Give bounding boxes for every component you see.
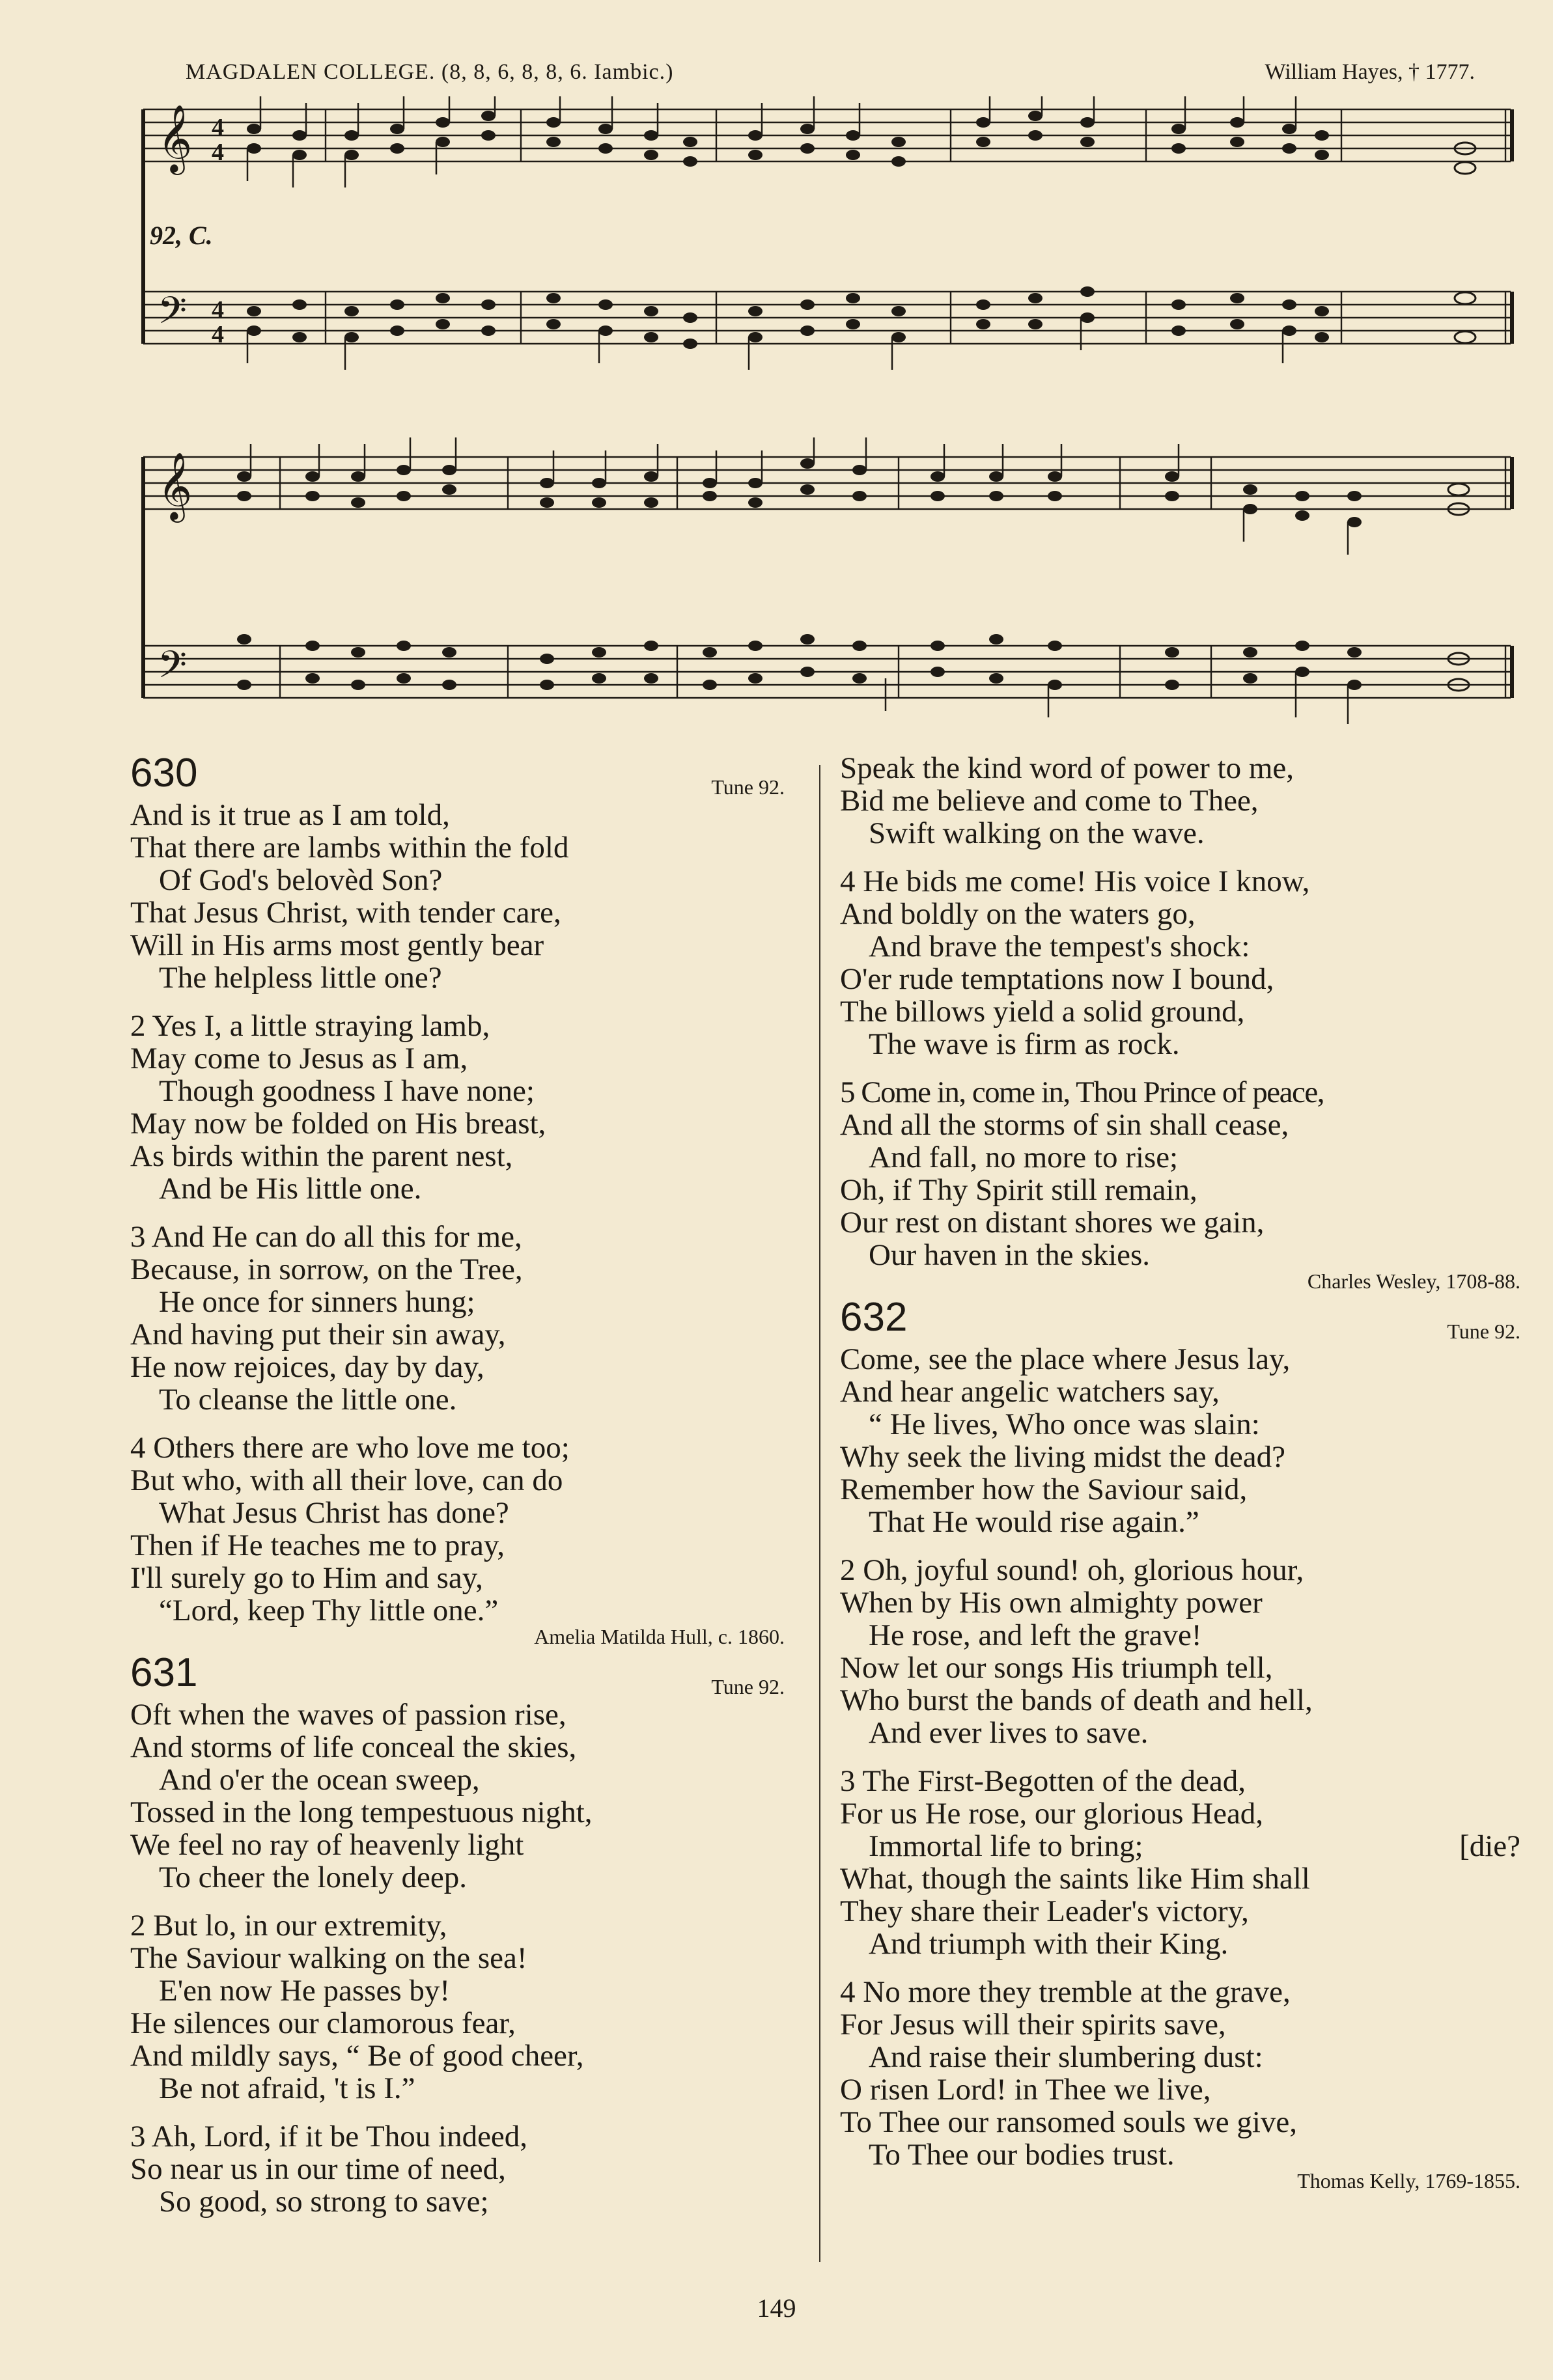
hymn-630-stanza-2 [130, 1010, 785, 1205]
hymn-632-header [840, 1296, 1520, 1343]
verse-line: To Thee our bodies trust. [869, 2138, 1175, 2172]
svg-text:4: 4 [212, 321, 224, 348]
verse-line: And hear angelic watchers say, [840, 1375, 1220, 1409]
verse-line: Of God's belovèd Son? [159, 863, 443, 897]
verse-line: 4 He bids me come! His voice I know, [840, 865, 1310, 898]
page-header [0, 60, 1553, 99]
hymn-631-header [130, 1652, 785, 1698]
verse-line: They share their Leader's victory, [840, 1894, 1249, 1928]
svg-text:𝄞: 𝄞 [158, 104, 193, 173]
verse-line: Oft when the waves of passion rise, [130, 1698, 567, 1732]
svg-text:4: 4 [212, 114, 224, 141]
verse-line: Remember how the Saviour said, [840, 1473, 1248, 1506]
verse-line: And o'er the ocean sweep, [159, 1763, 480, 1797]
hymn-632-number: 632 [840, 1295, 908, 1340]
verse-line: 2 Yes I, a little straying lamb, [130, 1009, 490, 1043]
svg-text:𝄢: 𝄢 [158, 288, 188, 342]
verse-line: Come, see the place where Jesus lay, [840, 1342, 1291, 1376]
verse-line-carry: [die? [1459, 1829, 1520, 1863]
verse-line: And all the storms of sin shall cease, [840, 1108, 1289, 1142]
verse-line: He rose, and left the grave! [869, 1618, 1202, 1652]
verse-line: The billows yield a solid ground, [840, 995, 1245, 1029]
verse-line: We feel no ray of heavenly light [130, 1828, 524, 1862]
verse-line: 4 Others there are who love me too; [130, 1431, 570, 1465]
verse-line: 2 But lo, in our extremity, [130, 1909, 447, 1943]
verse-line: Who burst the bands of death and hell, [840, 1683, 1313, 1717]
right-column [840, 752, 1520, 2196]
verse-line: The Saviour walking on the sea! [130, 1941, 527, 1975]
verse-line: The wave is firm as rock. [869, 1027, 1180, 1061]
hymn-632-stanza-1 [840, 1343, 1520, 1538]
hymn-630-author: Amelia Matilda Hull, c. 1860. [534, 1625, 785, 1648]
tune-composer: William Hayes, † 1777. [1265, 60, 1475, 84]
hymn-632-stanza-2 [840, 1554, 1520, 1749]
verse-line: And triumph with their King. [869, 1927, 1229, 1961]
verse-line: When by His own almighty power [840, 1586, 1263, 1620]
hymn-630-stanza-4 [130, 1432, 785, 1627]
verse-line: To cheer the lonely deep. [159, 1861, 468, 1894]
verse-line: E'en now He passes by! [159, 1974, 451, 2008]
svg-text:𝄢: 𝄢 [158, 643, 188, 696]
verse-line: As birds within the parent nest, [130, 1139, 513, 1173]
verse-line: That Jesus Christ, with tender care, [130, 896, 561, 930]
verse-line: He once for sinners hung; [159, 1285, 475, 1319]
hymn-631-stanza-2 [130, 1909, 785, 2105]
tune-meter: (8, 8, 6, 8, 8, 6. Iambic.) [441, 60, 674, 84]
verse-line: And is it true as I am told, [130, 798, 450, 832]
hymn-632-stanza-4 [840, 1976, 1520, 2171]
verse-line: He now rejoices, day by day, [130, 1350, 484, 1384]
music-staves-2 [130, 437, 1517, 737]
verse-line: “ He lives, Who once was slain: [869, 1407, 1260, 1441]
verse-line: Be not afraid, 't is I.” [159, 2071, 415, 2105]
hymn-632-stanza-3 [840, 1765, 1520, 1960]
music-score-system-1 [130, 96, 1517, 389]
verse-line: And having put their sin away, [130, 1318, 506, 1351]
hymn-631-number: 631 [130, 1650, 198, 1695]
tune-title: MAGDALEN COLLEGE. (8, 8, 6, 8, 8, 6. Iambic.) [186, 60, 674, 84]
verse-line: 3 And He can do all this for me, [130, 1220, 522, 1254]
verse-line: That He would rise again.” [869, 1505, 1199, 1539]
verse-line: So near us in our time of need, [130, 2152, 506, 2186]
verse-line: Why seek the living midst the dead? [840, 1440, 1285, 1474]
verse-line: O risen Lord! in Thee we live, [840, 2073, 1211, 2107]
tune-number: 92, C. [150, 221, 213, 250]
hymn-630-header [130, 752, 785, 799]
verse-line: The helpless little one? [159, 961, 442, 995]
hymn-631-stanza-3a [130, 2120, 785, 2218]
column-divider [819, 765, 820, 2262]
verse-line: 2 Oh, joyful sound! oh, glorious hour, [840, 1553, 1304, 1587]
verse-line: And storms of life conceal the skies, [130, 1730, 577, 1764]
verse-line: Will in His arms most gently bear [130, 928, 544, 962]
music-score-system-2 [130, 437, 1517, 737]
svg-text:4: 4 [212, 139, 224, 166]
verse-line: May now be folded on His breast, [130, 1107, 546, 1141]
verse-line-text: Immortal life to bring; [869, 1829, 1143, 1863]
hymn-631-stanza-3b [840, 752, 1520, 850]
hymn-630-stanza-1 [130, 799, 785, 994]
hymn-630-stanza-3 [130, 1221, 785, 1416]
verse-line: And brave the tempest's shock: [869, 930, 1250, 963]
verse-line: That there are lambs within the fold [130, 831, 569, 865]
verse-line: He silences our clamorous fear, [130, 2006, 516, 2040]
verse-line: 3 The First-Begotten of the dead, [840, 1764, 1246, 1798]
verse-line: And boldly on the waters go, [840, 897, 1196, 931]
verse-line: Swift walking on the wave. [869, 816, 1205, 850]
verse-line: Our haven in the skies. [869, 1238, 1151, 1272]
verse-line: O'er rude temptations now I bound, [840, 962, 1274, 996]
verse-line: Then if He teaches me to pray, [130, 1529, 505, 1562]
hymn-631-author: Charles Wesley, 1708-88. [1307, 1269, 1520, 1293]
verse-line: Bid me believe and come to Thee, [840, 784, 1259, 818]
hymn-631-stanza-1 [130, 1698, 785, 1894]
hymn-631-tune: Tune 92. [711, 1675, 785, 1698]
verse-line: To Thee our ransomed souls we give, [840, 2105, 1297, 2139]
verse-line: 5 Come in, come in, Thou Prince of peace, [840, 1075, 1324, 1109]
svg-text:4: 4 [212, 296, 224, 324]
hymn-632-tune: Tune 92. [1447, 1320, 1520, 1343]
music-staves-1 [130, 96, 1517, 389]
svg-text:𝄞: 𝄞 [158, 452, 193, 520]
verse-line: Though goodness I have none; [159, 1074, 535, 1108]
verse-line: Speak the kind word of power to me, [840, 751, 1294, 785]
verse-line: What, though the saints like Him shall [840, 1862, 1310, 1896]
verse-line: 4 No more they tremble at the grave, [840, 1975, 1291, 2009]
left-column [130, 752, 785, 2218]
hymn-631-stanza-5 [840, 1076, 1520, 1271]
verse-line: And fall, no more to rise; [869, 1141, 1179, 1174]
verse-line: Because, in sorrow, on the Tree, [130, 1252, 523, 1286]
verse-line: Our rest on distant shores we gain, [840, 1206, 1265, 1239]
verse-line: To cleanse the little one. [159, 1383, 457, 1417]
verse-line: And be His little one. [159, 1172, 422, 1206]
verse-line: “Lord, keep Thy little one.” [159, 1594, 499, 1627]
verse-line: And mildly says, “ Be of good cheer, [130, 2039, 584, 2073]
verse-line: For us He rose, our glorious Head, [840, 1797, 1264, 1831]
verse-line: 3 Ah, Lord, if it be Thou indeed, [130, 2120, 528, 2153]
verse-line: And raise their slumbering dust: [869, 2040, 1263, 2074]
verse-line: But who, with all their love, can do [130, 1463, 563, 1497]
hymn-632-author: Thomas Kelly, 1769-1855. [1297, 2169, 1520, 2193]
verse-line: I'll surely go to Him and say, [130, 1561, 483, 1595]
verse-line: And ever lives to save. [869, 1716, 1149, 1750]
hymn-630-tune: Tune 92. [711, 775, 785, 799]
verse-line: Tossed in the long tempestuous night, [130, 1795, 593, 1829]
verse-line: May come to Jesus as I am, [130, 1042, 468, 1075]
hymn-631-stanza-4 [840, 865, 1520, 1060]
hymn-630-number: 630 [130, 751, 198, 796]
verse-line: Oh, if Thy Spirit still remain, [840, 1173, 1197, 1207]
verse-line: For Jesus will their spirits save, [840, 2008, 1226, 2041]
page-number: 149 [757, 2293, 796, 2323]
verse-line [840, 1830, 1520, 1862]
verse-line: So good, so strong to save; [159, 2185, 489, 2219]
verse-line: Now let our songs His triumph tell, [840, 1651, 1273, 1685]
verse-line: What Jesus Christ has done? [159, 1496, 509, 1530]
